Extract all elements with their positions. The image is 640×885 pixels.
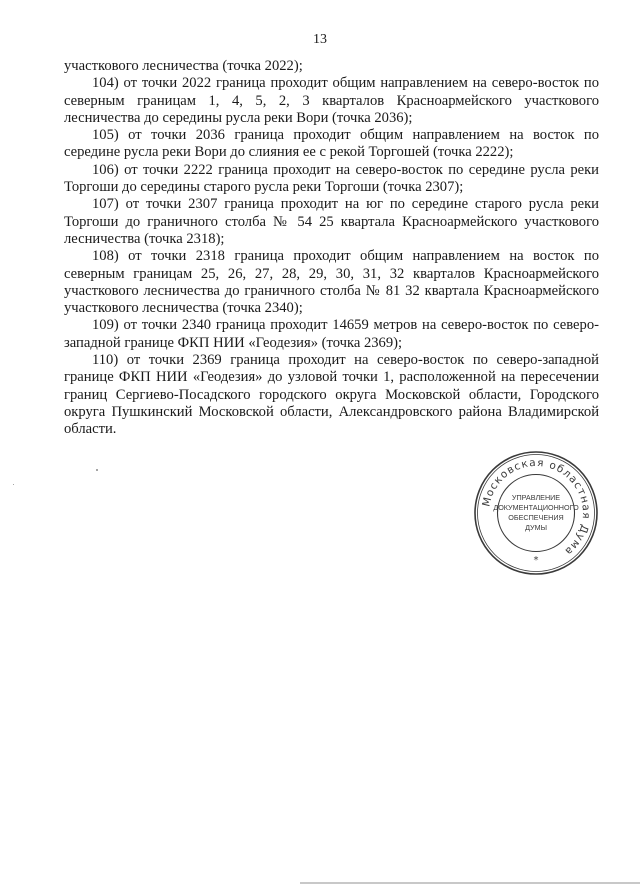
stamp-center-line-3: ОБЕСПЕЧЕНИЯ	[508, 513, 564, 522]
paragraph-item-106: 106) от точки 2222 граница проходит на северо-восток по середине русла реки Торгоши до середины старого русла реки Торгоши (точка 2307);	[64, 161, 599, 196]
scan-speck	[13, 484, 14, 485]
paragraph-item-105: 105) от точки 2036 граница проходит общим направлением на восток по середине русла реки Вори до слияния ее с рекой Торгошей (точка 2222);	[64, 127, 599, 161]
paragraph-continuation: участкового лесничества (точка 2022);	[64, 58, 303, 74]
official-stamp	[472, 449, 600, 577]
stamp-center-line-1: УПРАВЛЕНИЕ	[511, 493, 561, 502]
page-number: 13	[313, 32, 327, 47]
paragraph-item-110: 110) от точки 2369 граница проходит на северо-восток по северо-западной границе ФКП НИИ «Геодезия» до узловой точки 1, расположенной на пересечении границ Сергиево-Посадского городского округа Московской области, Городского округа Пушкинский Московской области, Александровского района Владимирской области.	[64, 352, 599, 438]
stamp-star: *	[533, 555, 539, 566]
scan-edge-line	[300, 882, 640, 884]
stamp-seal	[472, 449, 600, 577]
paragraph-item-107: 107) от точки 2307 граница проходит на юг по середине старого русла реки Торгоши до граничного столба № 54 25 квартала Красноармейского участкового лесничества (точка 2318);	[64, 196, 599, 247]
paragraph-item-104: 104) от точки 2022 граница проходит общим направлением на северо-восток по северным границам 1, 4, 5, 2, 3 кварталов Красноармейского участкового лесничества до середины русла реки Вори (точка 2036);	[64, 75, 599, 126]
paragraph-item-108: 108) от точки 2318 граница проходит общим направлением на восток по северным границам 25, 26, 27, 28, 29, 30, 31, 32 кварталов Красноармейского участкового лесничества до граничного столба № 81 32 квартала Красноармейского участкового лесничества (точка 2340);	[64, 248, 599, 317]
stamp-ring-text: Московская областная Дума	[480, 456, 593, 558]
scan-speck	[96, 469, 98, 471]
stamp-center-line-2: ДОКУМЕНТАЦИОННОГО	[493, 503, 579, 512]
stamp-center-line-4: ДУМЫ	[525, 523, 547, 532]
paragraph-item-109: 109) от точки 2340 граница проходит 14659 метров на северо-восток по северо-западной границе ФКП НИИ «Геодезия» (точка 2369);	[64, 317, 599, 351]
document-body	[64, 58, 599, 439]
